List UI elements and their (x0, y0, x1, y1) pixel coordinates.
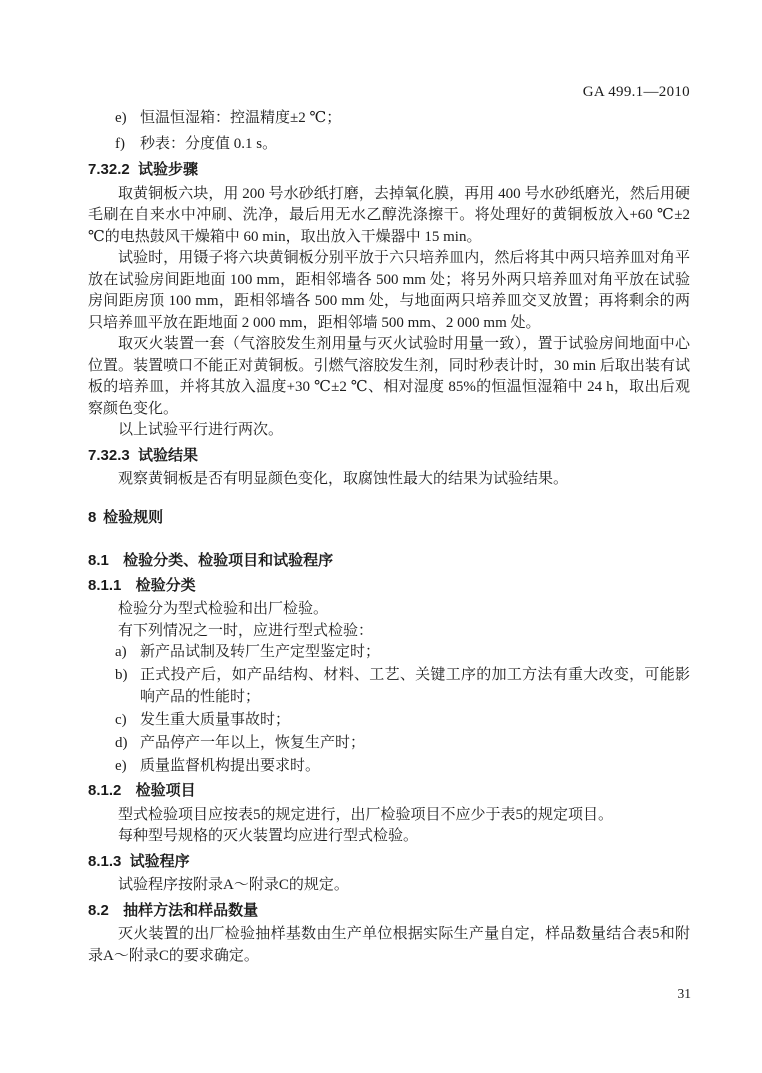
standard-number-header: GA 499.1—2010 (582, 84, 690, 100)
section-heading-8-1 (88, 550, 690, 572)
section-title: 试验程序 (129, 852, 190, 870)
list-marker: c) (115, 711, 127, 728)
paragraph: 观察黄铜板是否有明显颜色变化，取腐蚀性最大的结果为试验结果。 (118, 471, 569, 487)
list-item (88, 108, 690, 130)
chapter-number: 8 (88, 508, 97, 526)
section-number: 8.1.3 (88, 852, 122, 870)
paragraph: 每种型号规格的灭火装置均应进行型式检验。 (118, 828, 419, 844)
section-heading-8-1-1 (88, 575, 690, 597)
section-title: 检验分类 (135, 576, 196, 594)
list-item-text: 新产品试制及转厂生产定型鉴定时； (140, 644, 381, 660)
list-marker: d) (115, 734, 128, 751)
list-item-text: 产品停产一年以上，恢复生产时； (140, 734, 366, 751)
list-item (88, 756, 690, 778)
section-number: 8.2 (88, 901, 109, 919)
paragraph: 试验程序按附录A～附录C的规定。 (118, 877, 349, 893)
section-heading-8-1-3 (88, 851, 690, 873)
paragraph: 取黄铜板六块，用 200 号水砂纸打磨，去掉氧化膜，再用 400 号水砂纸磨光，然后用硬毛刷在自来水中冲刷、洗净，最后用无水乙醇洗涤擦干。将处理好的黄铜板放入+60 ℃±2 ℃的电热鼓风干燥箱中 60 min，取出放入干燥器中 15 min。 (88, 185, 690, 245)
paragraph: 取灭火装置一套（气溶胶发生剂用量与灭火试验时用量一致），置于试验房间地面中心位置。装置喷口不能正对黄铜板。引燃气溶胶发生剂，同时秒表计时，30 min 后取出装有试板的培养皿，并将其放入温度+30 ℃±2 ℃、相对湿度 85%的恒温恒湿箱中 24 h，取出后观察颜色变化。 (88, 336, 690, 417)
section-heading-8-2 (88, 900, 690, 922)
type-inspection-conditions-list (88, 642, 690, 777)
paragraph: 灭火装置的出厂检验抽样基数由生产单位根据实际生产量自定，样品数量结合表5和附录A～附录C的要求确定。 (88, 926, 690, 964)
section-heading-7-32-2 (88, 159, 690, 181)
list-item (88, 134, 690, 156)
paragraph: 检验分为型式检验和出厂检验。 (118, 601, 329, 617)
list-marker: e) (115, 757, 127, 774)
list-item-text: 秒表：分度值 0.1 s。 (140, 135, 278, 152)
list-item (88, 710, 690, 732)
list-item (88, 665, 690, 708)
page-number: 31 (677, 986, 691, 1001)
list-item-text: 正式投产后，如产品结构、材料、工艺、关键工序的加工方法有重大改变，可能影响产品的性能时； (140, 667, 690, 705)
list-marker: a) (115, 644, 127, 660)
section-number: 7.32.2 (88, 161, 130, 178)
list-item-text: 质量监督机构提出要求时。 (140, 757, 321, 774)
list-item-text: 恒温恒湿箱：控温精度±2 ℃； (140, 110, 342, 126)
paragraph: 以上试验平行进行两次。 (118, 422, 284, 438)
section-number: 7.32.3 (88, 446, 130, 464)
paragraph: 试验时，用镊子将六块黄铜板分别平放于六只培养皿内，然后将其中两只培养皿对角平放在试验房间距地面 100 mm，距相邻墙各 500 mm 处；将另外两只培养皿对角平放在试验房间距房顶 100 mm，距相邻墙各 500 mm 处，与地面两只培养皿交叉放置；再将剩余的两只培养皿平放在距地面 2 000 mm，距相邻墙 500 mm、2 000 mm 处。 (88, 250, 690, 331)
section-title: 抽样方法和样品数量 (123, 901, 259, 919)
section-title: 试验结果 (137, 446, 198, 464)
section-number: 8.1 (88, 552, 109, 569)
list-item (88, 642, 690, 664)
chapter-heading-8 (88, 507, 690, 529)
section-title: 检验项目 (135, 782, 196, 799)
section-title: 试验步骤 (137, 161, 198, 178)
paragraph: 型式检验项目应按表5的规定进行，出厂检验项目不应少于表5的规定项目。 (118, 806, 614, 823)
section-number: 8.1.2 (88, 782, 122, 799)
section-heading-7-32-3 (88, 445, 690, 467)
document-content (88, 108, 690, 967)
section-heading-8-1-2 (88, 780, 690, 802)
list-item (88, 733, 690, 755)
chapter-title: 检验规则 (103, 508, 164, 526)
list-marker: f) (115, 135, 125, 152)
list-marker: e) (115, 110, 127, 126)
list-item-text: 发生重大质量事故时； (140, 711, 291, 728)
section-number: 8.1.1 (88, 576, 122, 594)
paragraph: 有下列情况之一时，应进行型式检验： (118, 622, 374, 639)
section-title: 检验分类、检验项目和试验程序 (123, 552, 334, 569)
list-marker: b) (115, 667, 128, 683)
equipment-list (88, 108, 690, 155)
